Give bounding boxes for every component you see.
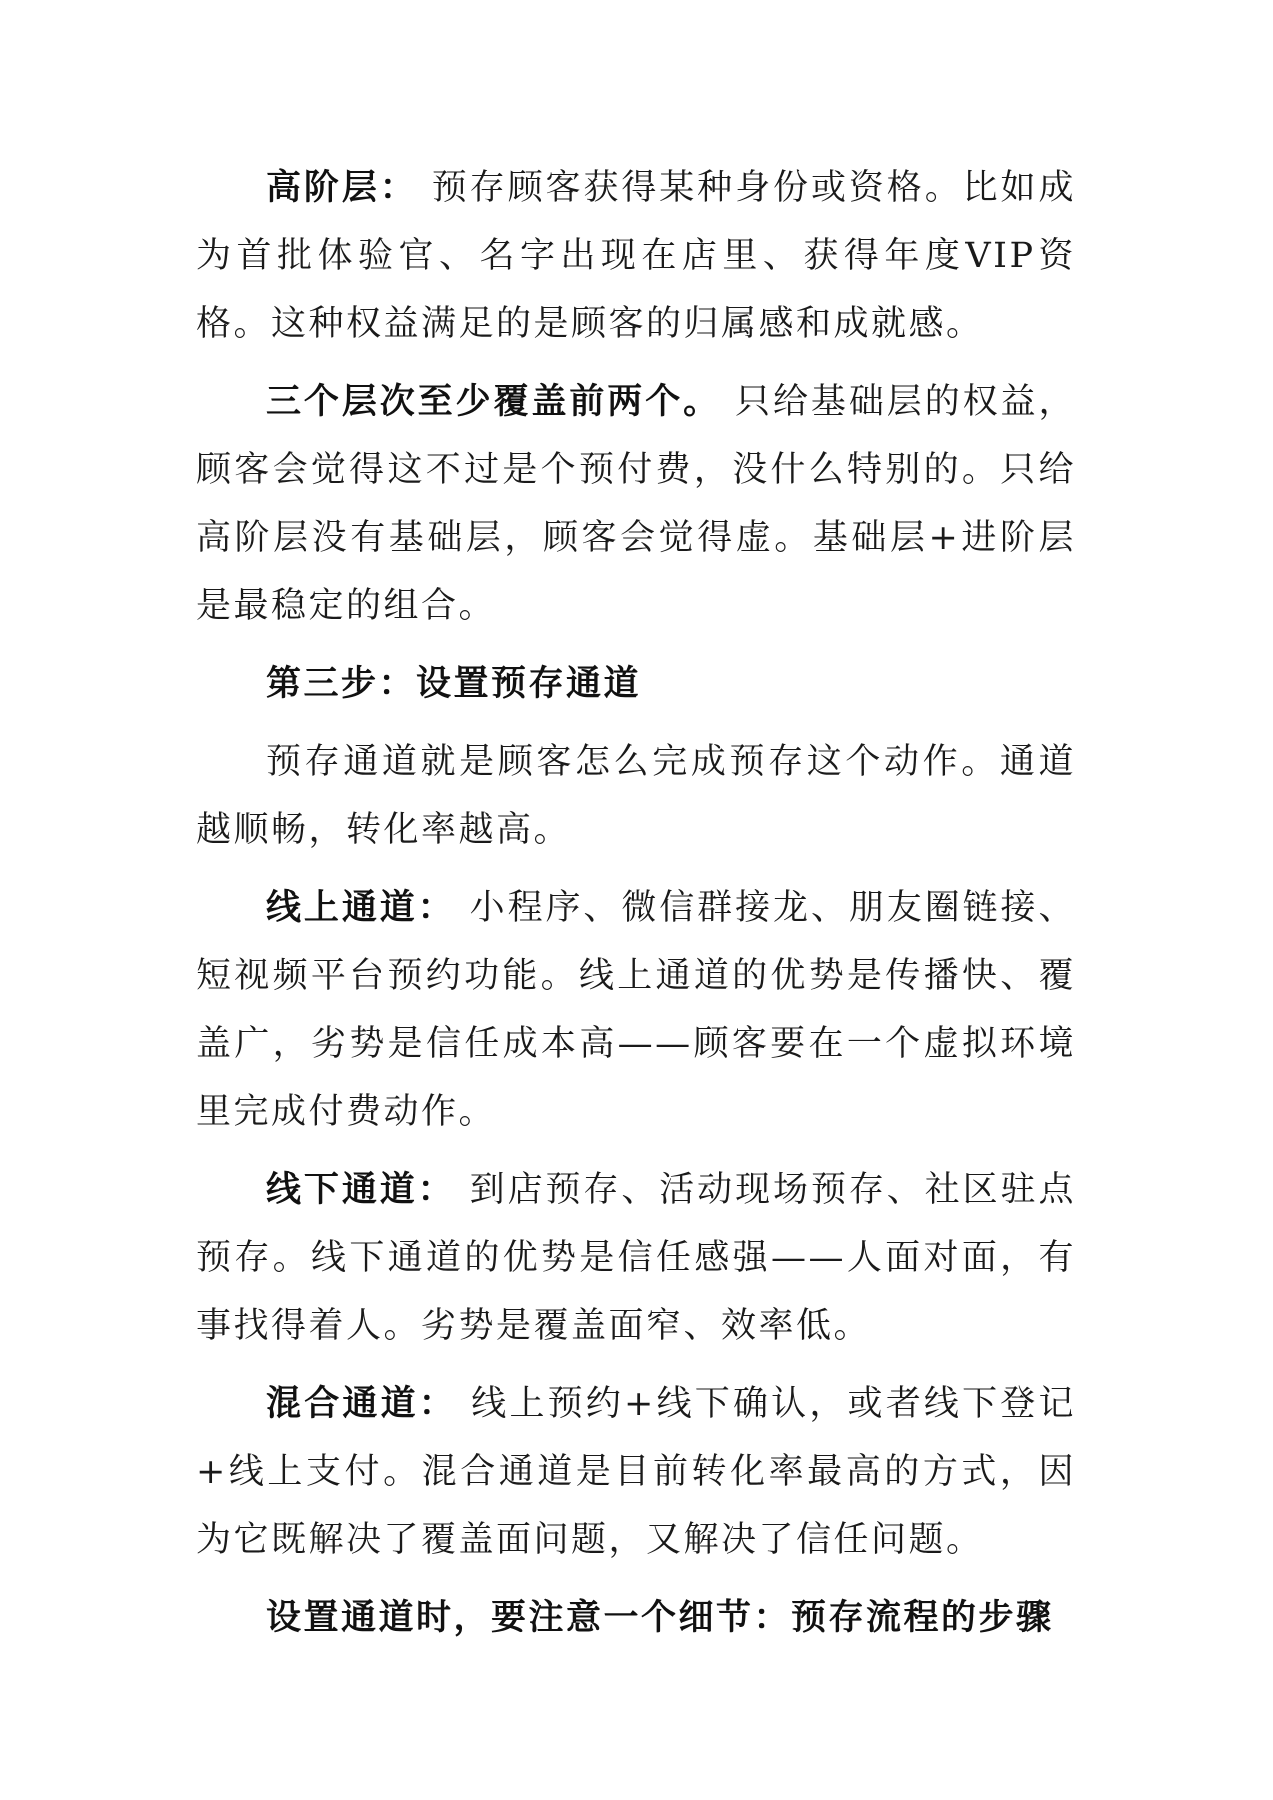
- paragraph-online-channel: [196, 874, 1076, 1146]
- section-heading-step-three: 第三步：设置预存通道: [266, 663, 642, 704]
- paragraph-channel-intro: [196, 728, 1076, 864]
- paragraph-offline-channel: [196, 1156, 1076, 1360]
- paragraph-advanced-tier: [196, 154, 1076, 358]
- paragraph-lead: 线上通道：: [266, 887, 456, 928]
- paragraph-text: 线上预约+线下确认，或者线下登记+线上支付。混合通道是目前转化率最高的方式，因为它既解决了覆盖面问题，又解决了信任问题。: [196, 1384, 1076, 1560]
- paragraph-text: 预存通道就是顾客怎么完成预存这个动作。通道越顺畅，转化率越高。: [196, 742, 1076, 850]
- paragraph-text: 预存顾客获得某种身份或资格。比如成为首批体验官、名字出现在店里、获得年度VIP资格。这种权益满足的是顾客的归属感和成就感。: [196, 168, 1076, 344]
- paragraph-lead: 高阶层：: [266, 167, 418, 208]
- paragraph-hybrid-channel: [196, 1370, 1076, 1574]
- paragraph-tier-coverage: [196, 368, 1076, 640]
- paragraph-text: 到店预存、活动现场预存、社区驻点预存。线下通道的优势是信任感强——人面对面，有事找得着人。劣势是覆盖面窄、效率低。: [196, 1170, 1076, 1346]
- paragraph-lead: 线下通道：: [266, 1169, 456, 1210]
- paragraph-lead: 混合通道：: [266, 1383, 457, 1424]
- paragraph-text: 小程序、微信群接龙、朋友圈链接、短视频平台预约功能。线上通道的优势是传播快、覆盖广，劣势是信任成本高——顾客要在一个虚拟环境里完成付费动作。: [196, 888, 1076, 1132]
- paragraph-lead: 三个层次至少覆盖前两个。: [266, 381, 722, 422]
- paragraph-text: 只给基础层的权益，顾客会觉得这不过是个预付费，没什么特别的。只给高阶层没有基础层，顾客会觉得虚。基础层+进阶层是最稳定的组合。: [196, 382, 1077, 626]
- paragraph-channel-detail-note: 设置通道时，要注意一个细节：预存流程的步骤: [266, 1597, 1054, 1638]
- document-body: [196, 154, 1076, 1662]
